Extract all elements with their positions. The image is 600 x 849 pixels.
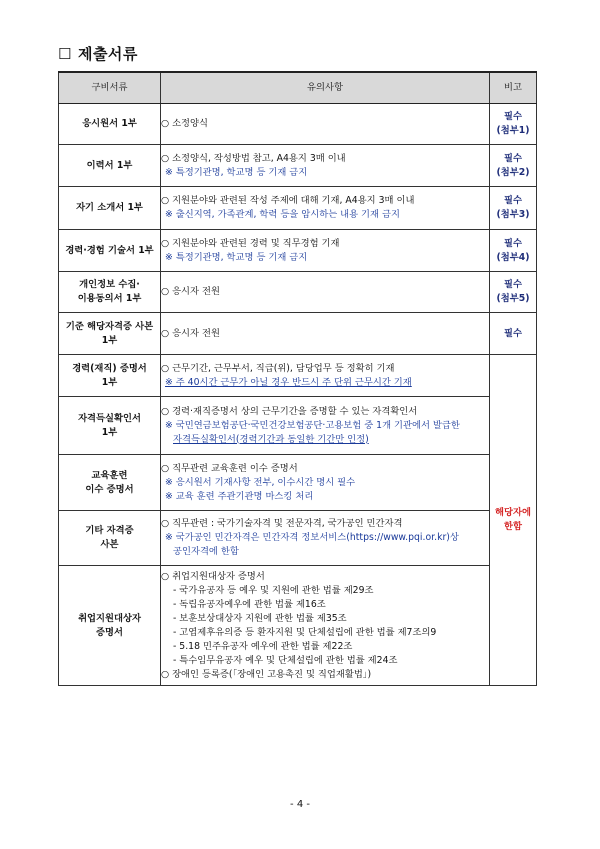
law-line: - 고엽제후유의증 등 환자지원 및 단체설립에 관한 법률 제7조의9	[173, 626, 437, 638]
doc-label: 경력(재직) 증명서	[72, 362, 147, 374]
doc-label: 취업지원대상자	[78, 612, 141, 624]
notes-cell	[161, 455, 490, 511]
remark-conditional: 한함	[504, 521, 522, 532]
doc-cell	[59, 397, 161, 455]
doc-label: 기준 해당자격증 사본	[65, 320, 154, 332]
law-line: - 독립유공자예우에 관한 법률 제16조	[173, 598, 326, 610]
note-line-caution	[161, 376, 489, 390]
remark-cell	[490, 104, 537, 145]
remark-cell	[490, 145, 537, 187]
note-line: ○ 지원분야와 관련된 작성 주제에 대해 기재, A4용지 3매 이내	[161, 195, 415, 206]
remark-cell	[490, 313, 537, 355]
law-line: - 5.18 민주유공자 예우에 관한 법률 제22조	[173, 640, 353, 652]
doc-label: 이력서 1부	[86, 159, 133, 171]
header-remark: 비고	[490, 72, 537, 104]
doc-cell	[59, 313, 161, 355]
note-line: ○ 지원분야와 관련된 경력 및 직무경험 기재	[161, 237, 340, 249]
remark-attachment: (첨부2)	[496, 166, 530, 178]
doc-cell	[59, 187, 161, 230]
doc-label: 경력·경험 기술서 1부	[65, 244, 154, 256]
notes-cell	[161, 230, 490, 272]
header-doc: 구비서류	[59, 72, 161, 104]
note-line: ○ 취업지원대상자 증명서	[161, 570, 265, 582]
notes-cell	[161, 145, 490, 187]
remark-attachment: (첨부4)	[496, 251, 530, 263]
table-row	[59, 187, 537, 230]
remark-required: 필수	[504, 195, 522, 206]
table-row	[59, 313, 537, 355]
notes-cell	[161, 272, 490, 313]
doc-label: 1부	[101, 426, 118, 438]
doc-label: 자격득실확인서	[78, 412, 141, 424]
note-line: ○ 경력·재직증명서 상의 근무기간을 증명할 수 있는 자격확인서	[161, 405, 418, 417]
note-line: ○ 응시자 전원	[161, 286, 220, 297]
table-header-row	[59, 72, 537, 104]
remark-required: 필수	[504, 152, 522, 164]
doc-cell	[59, 145, 161, 187]
note-line-caution-cont	[161, 433, 489, 447]
remark-required: 필수	[504, 237, 522, 249]
law-line: - 국가유공자 등 예우 및 지원에 관한 법률 제29조	[173, 584, 374, 596]
table-row	[59, 104, 537, 145]
notes-cell	[161, 397, 490, 455]
notes-cell	[161, 104, 490, 145]
notes-cell	[161, 511, 490, 566]
note-line-caution: ※ 교육 훈련 주관기관명 마스킹 처리	[165, 490, 314, 502]
checkbox-square-icon: ☐	[58, 45, 72, 63]
table-row	[59, 397, 537, 455]
notes-cell	[161, 355, 490, 397]
doc-cell	[59, 511, 161, 566]
note-line: ○ 소정양식	[161, 118, 208, 129]
doc-label: 1부	[101, 376, 118, 388]
doc-cell	[59, 272, 161, 313]
remark-required: 필수	[504, 111, 522, 122]
underlined-text: ※ 주 40시간 근무가 아닐 경우 반드시 주 단위 근무시간 기재	[165, 376, 412, 388]
page-number: - 4 -	[290, 799, 310, 810]
doc-label: 사본	[100, 539, 119, 550]
doc-label: 개인정보 수집·	[79, 279, 140, 290]
remark-required: 필수	[504, 327, 522, 339]
notes-cell	[161, 313, 490, 355]
doc-cell	[59, 355, 161, 397]
law-line: - 특수임무유공자 예우 및 단체설립에 관한 법률 제24조	[173, 654, 398, 666]
note-line: ○ 근무기간, 근무부서, 직급(위), 담당업무 등 정확히 기재	[161, 362, 395, 374]
doc-label: 1부	[101, 334, 118, 346]
table-row	[59, 230, 537, 272]
table-row	[59, 272, 537, 313]
note-line: ○ 소정양식, 작성방법 참고, A4용지 3매 이내	[161, 152, 346, 164]
remark-attachment: (첨부3)	[496, 209, 530, 220]
note-line: ○ 장애인 등록증(「장애인 고용촉진 및 직업재활법」)	[161, 668, 372, 680]
doc-cell	[59, 104, 161, 145]
note-line-caution: ※ 응시원서 기재사항 전부, 이수시간 명시 필수	[165, 476, 356, 488]
note-line-caution: ※ 국민연금보험공단·국민건강보험공단·고용보험 중 1개 기관에서 발급한	[165, 419, 460, 431]
remark-cell-conditional	[490, 355, 537, 686]
table-row	[59, 145, 537, 187]
remark-attachment: (첨부5)	[496, 293, 530, 304]
doc-cell	[59, 230, 161, 272]
note-line: ○ 직무관련 교육훈련 이수 증명서	[161, 462, 298, 474]
table-row	[59, 566, 537, 686]
underlined-text: 자격득실확인서(경력기간과 동일한 기간만 인정)	[173, 433, 369, 445]
doc-label: 이용동의서 1부	[77, 293, 142, 304]
header-notes: 유의사항	[161, 72, 490, 104]
remark-cell	[490, 230, 537, 272]
doc-cell	[59, 566, 161, 686]
note-line-caution-cont: 공인자격에 한함	[173, 546, 239, 557]
documents-table	[58, 71, 537, 686]
doc-label: 이수 증명서	[85, 483, 134, 495]
remark-required: 필수	[504, 279, 522, 290]
note-line: ○ 응시자 전원	[161, 327, 220, 339]
remark-cell	[490, 187, 537, 230]
section-title-text: 제출서류	[77, 45, 138, 63]
doc-label: 응시원서 1부	[82, 118, 137, 129]
doc-label: 증명서	[96, 626, 123, 638]
notes-cell	[161, 187, 490, 230]
doc-label: 교육훈련	[91, 469, 128, 481]
note-line: ○ 직무관련 : 국가기술자격 및 전문자격, 국가공인 민간자격	[161, 518, 403, 529]
doc-label: 기타 자격증	[85, 525, 134, 536]
table-row	[59, 355, 537, 397]
note-line-caution: ※ 국가공인 민간자격은 민간자격 정보서비스(https://www.pqi.or.kr)상	[165, 532, 459, 543]
note-line-caution: ※ 출신지역, 가족관계, 학력 등을 암시하는 내용 기재 금지	[165, 209, 400, 220]
doc-label: 자기 소개서 1부	[76, 202, 143, 213]
note-line-caution: ※ 특정기관명, 학교명 등 기재 금지	[165, 166, 308, 178]
law-line: - 보훈보상대상자 지원에 관한 법률 제35조	[173, 612, 347, 624]
note-line-caution: ※ 특정기관명, 학교명 등 기재 금지	[165, 251, 308, 263]
doc-cell	[59, 455, 161, 511]
remark-attachment: (첨부1)	[496, 125, 530, 136]
table-row	[59, 455, 537, 511]
section-title	[58, 43, 138, 64]
remark-conditional: 해당자에	[495, 507, 531, 518]
remark-cell	[490, 272, 537, 313]
table-row	[59, 511, 537, 566]
notes-cell	[161, 566, 490, 686]
